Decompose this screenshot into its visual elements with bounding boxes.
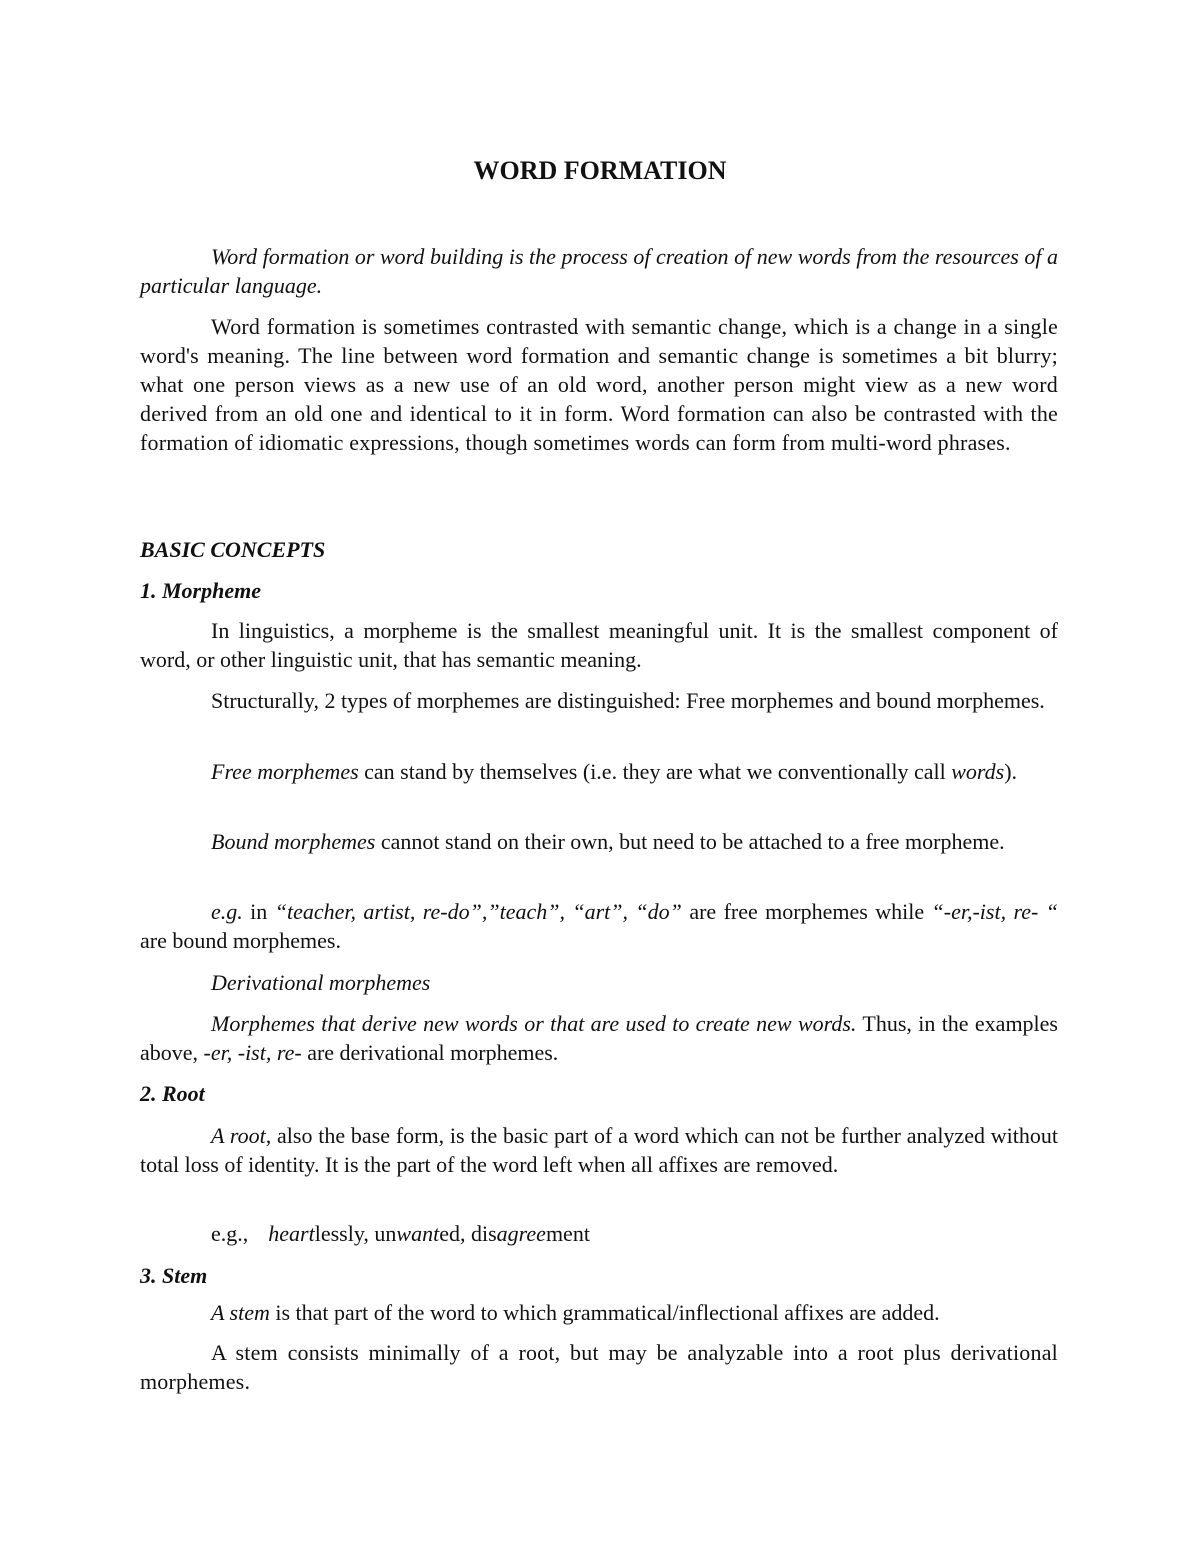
stem-term: A stem (211, 1300, 270, 1325)
example-bound-affixes: “-er,-ist, re- “ (931, 899, 1058, 924)
free-morphemes-term: Free morphemes (211, 759, 359, 784)
root-example-label: e.g., (211, 1221, 249, 1246)
root-term: A root, (211, 1123, 272, 1148)
free-morphemes-words: words (951, 759, 1005, 784)
derivational-morphemes-heading: Derivational morphemes (211, 970, 431, 995)
bound-morphemes-text: cannot stand on their own, but need to be attached to a free morpheme. (375, 829, 1005, 854)
derivational-example-start: Thus, in the examples above, (140, 1011, 1058, 1065)
morpheme-types: Structurally, 2 types of morphemes are distinguished: Free morphemes and bound morphemes. (211, 688, 1045, 713)
root-example-1-root: heart (268, 1221, 315, 1246)
example-free-words: “teacher, artist, re-do”,”teach”, “art”, “do” (274, 899, 682, 924)
derivational-example-affixes: -er, -ist, re- (203, 1040, 302, 1065)
free-morphemes-paragraph (140, 757, 1058, 786)
derivational-definition: Morphemes that derive new words or that are used to create new words. (211, 1011, 857, 1036)
bound-morphemes-term: Bound morphemes (211, 829, 376, 854)
root-example-2-prefix: un (374, 1221, 397, 1246)
morpheme-definition: In linguistics, a morpheme is the smallest meaningful unit. It is the smallest component of word, or other linguistic unit, that has semantic meaning. (140, 618, 1058, 672)
root-example-sep: , (459, 1221, 471, 1246)
example-mid: are free morphemes while (681, 899, 932, 924)
root-example-3-prefix: dis (470, 1221, 497, 1246)
morpheme-example-paragraph (140, 897, 1058, 955)
free-morphemes-text: can stand by themselves (i.e. they are what we conventionally call (358, 759, 952, 784)
root-example-2-rest: ed (439, 1221, 460, 1246)
stem-text: is that part of the word to which grammatical/inflectional affixes are added. (269, 1300, 940, 1325)
intro-contrast: Word formation is sometimes contrasted with semantic change, which is a change in a single word's meaning. The line between word formation and semantic change is sometimes a bit blurry; what one person views as a new use of an old word, another person might view as a new word derived from an old one and identical to it in form. Word formation can also be contrasted with the formation of idiomatic expressions, though sometimes words can form from multi-word phrases. (140, 314, 1058, 455)
root-example-paragraph (140, 1219, 1058, 1248)
section-heading-basic-concepts: BASIC CONCEPTS (140, 537, 326, 562)
root-example-1-rest: lessly (314, 1221, 364, 1246)
root-example-sep: , (363, 1221, 375, 1246)
root-example-3-rest: ment (545, 1221, 590, 1246)
bound-morphemes-paragraph (140, 827, 1058, 856)
derivational-morphemes-paragraph (140, 1009, 1058, 1067)
root-definition-paragraph (140, 1121, 1058, 1179)
heading-stem: 3. Stem (140, 1263, 208, 1288)
page-title: WORD FORMATION (473, 156, 727, 185)
heading-root: 2. Root (140, 1081, 205, 1106)
example-label: e.g. (211, 899, 243, 924)
example-in: in (242, 899, 275, 924)
intro-definition: Word formation or word building is the process of creation of new words from the resources of a particular language. (140, 244, 1058, 298)
root-example-3-root: agree (496, 1221, 546, 1246)
stem-definition-paragraph (140, 1298, 1058, 1327)
derivational-example-end: are derivational morphemes. (301, 1040, 559, 1065)
stem-minimal-paragraph: A stem consists minimally of a root, but may be analyzable into a root plus derivational morphemes. (140, 1340, 1058, 1394)
free-morphemes-end: ). (1004, 759, 1018, 784)
root-text: also the base form, is the basic part of a word which can not be further analyzed without total loss of identity. It is the part of the word left when all affixes are removed. (140, 1123, 1058, 1177)
root-example-2-root: want (396, 1221, 440, 1246)
example-end: are bound morphemes. (140, 928, 341, 953)
heading-morpheme: 1. Morpheme (140, 578, 261, 603)
